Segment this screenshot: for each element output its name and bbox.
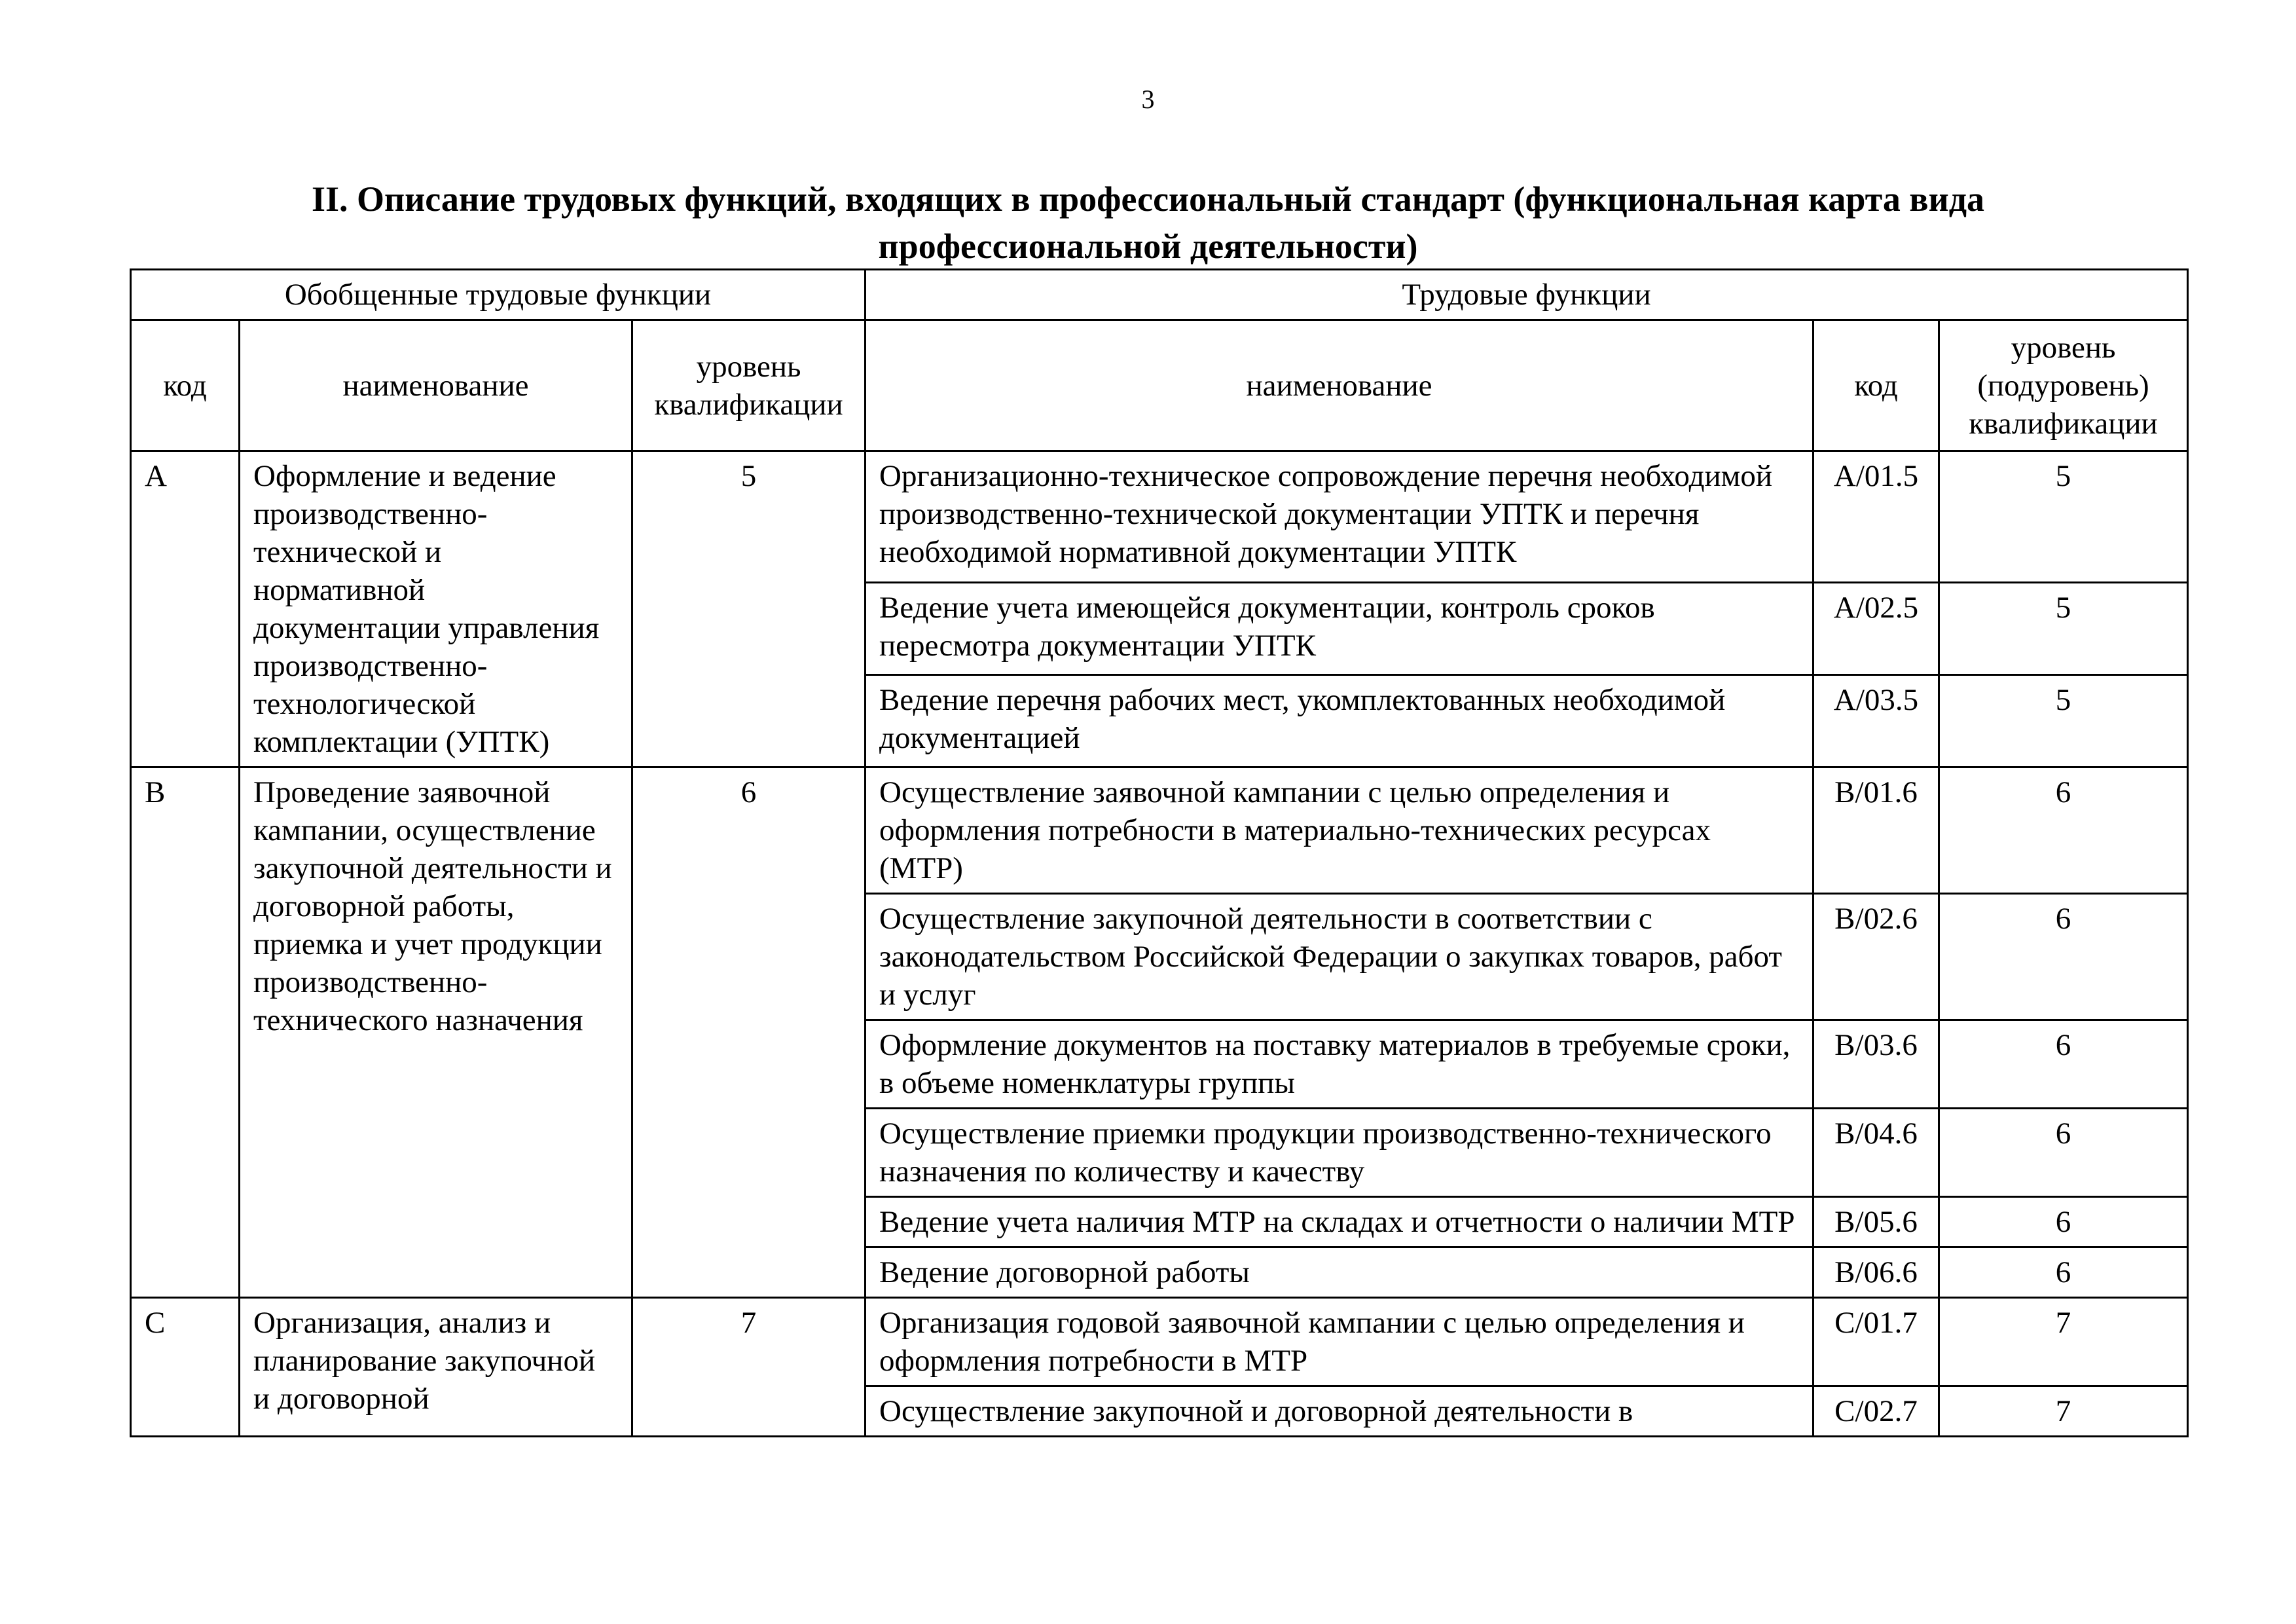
function-code-cell: B/02.6 bbox=[1813, 894, 1939, 1020]
function-level-cell: 7 bbox=[1939, 1386, 2188, 1437]
function-level-cell: 6 bbox=[1939, 767, 2188, 894]
function-code-cell: C/02.7 bbox=[1813, 1386, 1939, 1437]
group-name-cell: Оформление и ведение производственно-технической и нормативной документации управления производственно-технологической комплектации (УПТК) bbox=[240, 451, 632, 767]
qualification-level-column-header: уровень квалификации bbox=[632, 320, 866, 451]
function-level-cell: 6 bbox=[1939, 1109, 2188, 1197]
function-name-cell: Ведение договорной работы bbox=[866, 1247, 1813, 1298]
function-name-cell: Ведение перечня рабочих мест, укомплектованных необходимой документацией bbox=[866, 675, 1813, 767]
labor-functions-header: Трудовые функции bbox=[866, 270, 2188, 320]
function-code-cell: C/01.7 bbox=[1813, 1298, 1939, 1386]
function-level-cell: 7 bbox=[1939, 1298, 2188, 1386]
function-level-cell: 6 bbox=[1939, 1020, 2188, 1109]
group-code-cell: A bbox=[131, 451, 240, 767]
function-name-column-header: наименование bbox=[866, 320, 1813, 451]
function-name-cell: Ведение учета наличия МТР на складах и отчетности о наличии МТР bbox=[866, 1197, 1813, 1247]
function-level-cell: 6 bbox=[1939, 894, 2188, 1020]
function-code-cell: A/02.5 bbox=[1813, 583, 1939, 675]
page-number: 3 bbox=[1141, 84, 1155, 114]
group-name-cell: Организация, анализ и планирование закупочной и договорной bbox=[240, 1298, 632, 1437]
table-row bbox=[131, 767, 2188, 894]
function-level-cell: 6 bbox=[1939, 1197, 2188, 1247]
function-level-cell: 5 bbox=[1939, 451, 2188, 583]
section-title-line-2: профессиональной деятельности) bbox=[878, 227, 1418, 266]
function-level-cell: 5 bbox=[1939, 583, 2188, 675]
function-name-cell: Осуществление закупочной деятельности в соответствии с законодательством Российской Федерации о закупках товаров, работ и услуг bbox=[866, 894, 1813, 1020]
function-name-cell: Ведение учета имеющейся документации, контроль сроков пересмотра документации УПТК bbox=[866, 583, 1813, 675]
group-code-cell: C bbox=[131, 1298, 240, 1437]
function-name-cell: Организационно-техническое сопровождение перечня необходимой производственно-технической документации УПТК и перечня необходимой нормативной документации УПТК bbox=[866, 451, 1813, 583]
function-name-cell: Осуществление закупочной и договорной деятельности в bbox=[866, 1386, 1813, 1437]
code-column-header: код bbox=[131, 320, 240, 451]
function-code-cell: B/04.6 bbox=[1813, 1109, 1939, 1197]
name-column-header: наименование bbox=[240, 320, 632, 451]
function-name-cell: Оформление документов на поставку материалов в требуемые сроки, в объеме номенклатуры группы bbox=[866, 1020, 1813, 1109]
generalized-functions-header: Обобщенные трудовые функции bbox=[131, 270, 866, 320]
group-code-cell: B bbox=[131, 767, 240, 1298]
group-level-cell: 6 bbox=[632, 767, 866, 1298]
table-row bbox=[131, 451, 2188, 583]
function-code-cell: A/01.5 bbox=[1813, 451, 1939, 583]
function-level-cell: 5 bbox=[1939, 675, 2188, 767]
group-header-row bbox=[131, 270, 2188, 320]
function-code-cell: A/03.5 bbox=[1813, 675, 1939, 767]
function-name-cell: Осуществление заявочной кампании с целью определения и оформления потребности в материально-технических ресурсах (МТР) bbox=[866, 767, 1813, 894]
function-name-cell: Организация годовой заявочной кампании с целью определения и оформления потребности в МТР bbox=[866, 1298, 1813, 1386]
group-level-cell: 7 bbox=[632, 1298, 866, 1437]
table-row bbox=[131, 1298, 2188, 1386]
function-code-column-header: код bbox=[1813, 320, 1939, 451]
function-code-cell: B/03.6 bbox=[1813, 1020, 1939, 1109]
column-header-row bbox=[131, 320, 2188, 451]
function-code-cell: B/01.6 bbox=[1813, 767, 1939, 894]
group-name-cell: Проведение заявочной кампании, осуществление закупочной деятельности и договорной работы, приемка и учет продукции производственно-технического назначения bbox=[240, 767, 632, 1298]
function-code-cell: B/06.6 bbox=[1813, 1247, 1939, 1298]
functional-map-table bbox=[130, 268, 2189, 1437]
function-name-cell: Осуществление приемки продукции производственно-технического назначения по количеству и качеству bbox=[866, 1109, 1813, 1197]
section-title bbox=[196, 175, 2100, 270]
group-level-cell: 5 bbox=[632, 451, 866, 767]
function-code-cell: B/05.6 bbox=[1813, 1197, 1939, 1247]
function-level-column-header: уровень (подуровень) квалификации bbox=[1939, 320, 2188, 451]
section-title-line-1: II. Описание трудовых функций, входящих в профессиональный стандарт (функциональная карта вида bbox=[311, 179, 1985, 219]
function-level-cell: 6 bbox=[1939, 1247, 2188, 1298]
